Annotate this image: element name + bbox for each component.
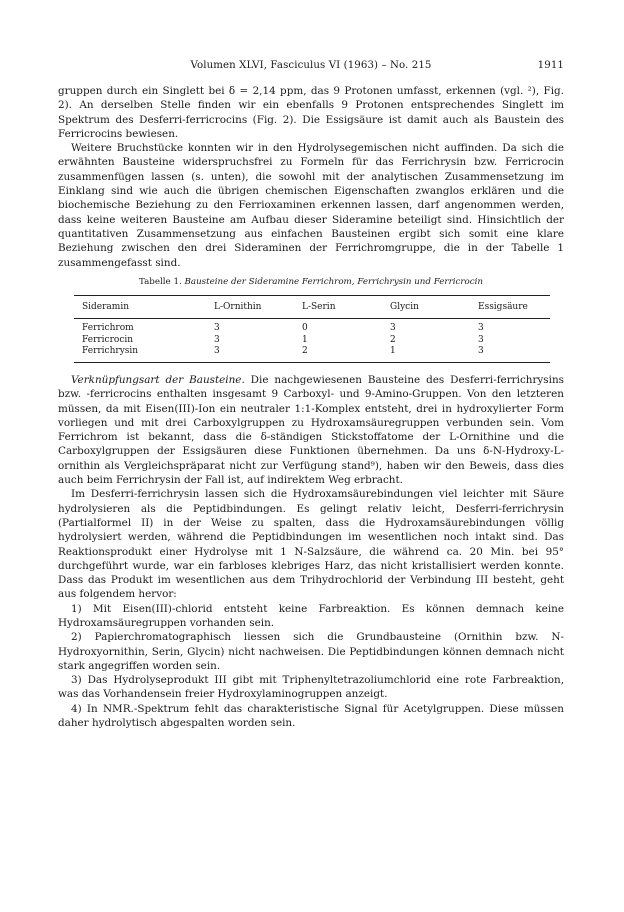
table-row [74,346,550,362]
table-cell: 0 [302,323,308,334]
column-header: Glycin [390,296,478,319]
paragraph: Weitere Bruchstücke konnten wir in den Hydrolysegemischen nicht auffinden. Da sich die erwähnten Bausteine widerspruchsfrei zu Formeln für das Ferrichrysin bzw. Ferricrocin zusammenfügen lassen (s. unten), die sowohl mit der analytischen Zusammensetzung im Einklang sind wie auch die übrigen chemischen Eigenschaften zwanglos erklären und die biochemische Beziehung zu den Ferrioxaminen erkennen lassen, darf angenommen werden, dass keine weiteren Bausteine am Aufbau dieser Sideramine beteiligt sind. Hinsichtlich der quantitativen Zusammensetzung aus einfachen Bausteinen ergibt sich somit eine klare Beziehung zwischen den drei Sideraminen der Ferrichromgruppe, die in der Tabelle 1 zusammengefasst sind. [58,142,564,269]
running-head [58,60,564,76]
table-cell: 2 [302,346,390,362]
list-item: 2) Papierchromatographisch liessen sich die Grundbausteine (Ornithin bzw. N-Hydroxyornithin, Serin, Glycin) nicht nachweisen. Die Peptidbindungen können demnach nicht stark angegriffen worden sein. [58,631,564,672]
section-heading: Verknüpfungsart der Bausteine. [71,373,245,386]
paragraph-continued: gruppen durch ein Singlett bei δ = 2,14 ppm, das 9 Protonen umfasst, erkennen (vgl. ²), Fig. 2). An derselben Stelle finden wir ein ebenfalls 9 Protonen entsprechendes Singlett im Spektrum des Desferri-ferricrocins (Fig. 2). Die Essigsäure ist damit auch als Baustein des Ferricrocins bewiesen. [58,85,564,140]
page-number: 1911 [537,60,564,71]
list-item: 3) Das Hydrolyseprodukt III gibt mit Triphenyltetrazoliumchlorid eine rote Farbreaktion, was das Vorhandensein freier Hydroxylaminogruppen anzeigt. [58,674,564,701]
table-cell: 3 [390,323,396,334]
table-cell: 3 [478,346,550,362]
table-cell: 2 [390,334,396,345]
table-cell: 3 [478,323,484,334]
article-body [58,84,564,730]
table-header-row [74,296,550,319]
table-cell: Ferrichrom [82,323,134,334]
table-cell: Ferricrocin [82,334,134,345]
table-caption-label: Tabelle 1. [139,276,182,287]
column-header: Essigsäure [478,296,550,319]
table-spacer [58,363,564,373]
table-cell: 3 [214,346,302,362]
table-caption [58,275,564,289]
table-row [74,319,550,335]
journal-page [58,60,564,730]
table-cell: 3 [214,323,220,334]
column-header: L-Ornithin [214,296,302,319]
list-item: 4) In NMR.-Spektrum fehlt das charakteristische Signal für Acetylgruppen. Diese müssen daher hydrolytisch abgespalten worden sein. [58,702,564,730]
table-cell: 1 [390,346,478,362]
table-cell: Ferrichrysin [74,346,214,362]
table-cell: 1 [302,334,308,345]
building-blocks-table [74,295,550,363]
table-cell: 3 [214,334,220,345]
paragraph: Im Desferri-ferrichrysin lassen sich die Hydroxamsäurebindungen viel leichter mit Säure hydrolysieren als die Peptidbindungen. Es gelingt relativ leicht, Desferri-ferrichrysin (Partialformel II) in der Weise zu spalten, dass die Hydroxamsäurebindungen völlig hydrolysiert werden, während die Peptidbindungen im wesentlichen noch intakt sind. Das Reaktionsprodukt einer Hydrolyse mit 1 N-Salzsäure, die während ca. 20 Min. bei 95° durchgeführt wurde, war ein farbloses klebriges Harz, das nicht kristallisiert werden konnte. Dass das Produkt im wesentlichen aus dem Trihydrochlorid der Verbindung III besteht, geht aus folgendem hervor: [58,488,564,601]
list-item: 1) Mit Eisen(III)-chlorid entsteht keine Farbreaktion. Es können demnach keine Hydroxamsäuregruppen vorhanden sein. [58,602,564,629]
table-cell: 3 [478,334,484,345]
table-row [74,335,550,347]
column-header: Sideramin [74,296,214,319]
section-paragraph [58,373,564,487]
section-text: Die nachgewiesenen Bausteine des Desferri-ferrichrysins bzw. -ferricrocins enthalten insgesamt 9 Carboxyl- und 9-Amino-Gruppen. Von den letzteren müssen, da mit Eisen(III)-Ion ein neutraler 1:1-Komplex entsteht, drei in hydroxylierter Form vorliegen und mit drei Carboxylgruppen zu Hydroxamsäuregruppen verbunden sein. Vom Ferrichrom ist bekannt, dass die δ-ständigen Stickstoffatome der L-Ornithine und die Carboxylgruppen der Essigsäuren diese Funktionen übernehmen. Da uns δ-N-Hydroxy-L-ornithin als Vergleichspräparat nicht zur Verfügung stand⁹), haben wir den Beweis, dass dies auch beim Ferrichrysin der Fall ist, auf indirektem Weg erbracht. [58,373,564,487]
table-caption-title: Bausteine der Sideramine Ferrichrom, Ferrichrysin und Ferricrocin [184,276,483,287]
column-header: L-Serin [302,296,390,319]
journal-volume-line: Volumen XLVI, Fasciculus VI (1963) – No. 215 [190,60,432,71]
